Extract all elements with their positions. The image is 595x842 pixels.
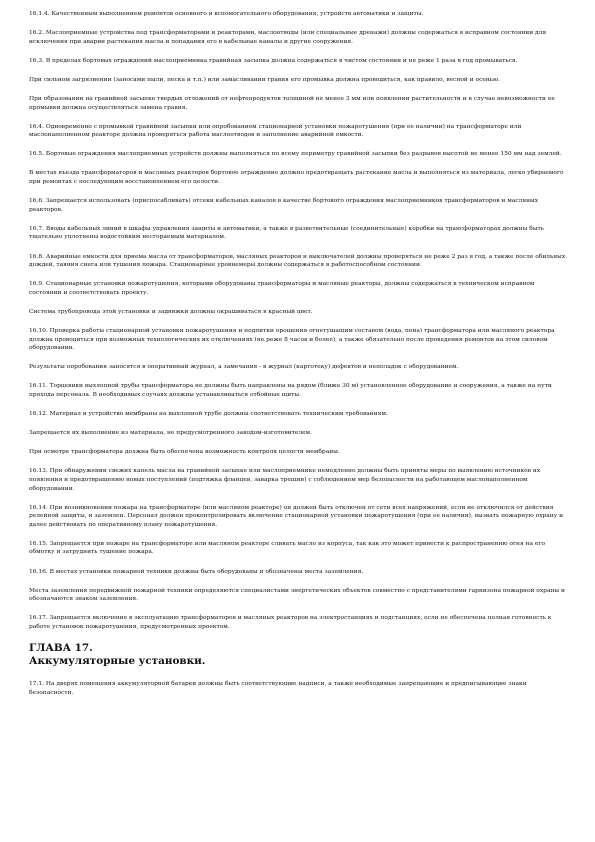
paragraph: 16.12. Материал и устройство мембраны на выхлопной трубе должны соответствовать техническим требованиям. [29, 411, 388, 418]
paragraph: 16.4. Одновременно с промывкой гравийной засыпки или опробованием стационарной установки пожаротушения (при ее наличии) на трансформаторе или маслонаполненном реакторе должна проверяться работа маслоотводов и заполнение аварийной емкости. [29, 123, 522, 139]
paragraph: 16.7. Вводы кабельных линий в шкафы управления защиты и автоматики, а также в разветвительные (соединительные) коробки на трансформаторах должны быть тщательно уплотнены водостойким несгораемым материалом. [29, 225, 544, 241]
paragraph: 16.5. Бортовые ограждения маслоприемных устройств должны выполняться по всему периметру гравийной засыпки без разрывов высотой не менее 150 мм над землей. [29, 151, 562, 158]
paragraph: 16.11. Торцевики выхлопной трубы трансформатора не должны быть направлены на рядом (ближе 30 м) установленное оборудование и сооружения, а также на пути прохода персонала. В необходимых случаях должны устанавливаться отбойные щиты. [29, 383, 552, 398]
paragraph: 16.15. Запрещается при пожаре на трансформаторе или масляном реакторе сливать масло из корпуса, так как это может привести к распространению огня на его обмотку и затруднить тушение пожара. [29, 540, 545, 556]
paragraph: При сильном загрязнении (заносами пыли, песка и т.п.) или замасливании гравия его промывка должна проводиться, как правило, весной и осенью. [29, 76, 500, 83]
paragraph: Система трубопровода этой установки и задвижки должны окрашиваться в красный цвет. [29, 308, 313, 315]
paragraph: 16.13. При обнаружении свежих капель масла на гравийной засыпке или маслоприемнике немедленно должны быть приняты меры по выявлению источников их появления и предотвращению новых поступлений (подтяжка фланцев, заварка трещин) с соблюдением мер безопасности на работающем маслонаполненном оборудовании. [29, 468, 541, 492]
paragraph: 16.3. В пределах бортовых ограждений маслоприемника гравийная засыпка должна содержаться в чистом состоянии и не реже 1 раза в год промываться. [29, 57, 518, 64]
chapter-number: ГЛАВА 17. [29, 642, 93, 655]
paragraph: При осмотре трансформатора должна быть обеспечена возможность контроля целости мембраны. [29, 449, 340, 456]
paragraph: 16.14. При возникновении пожара на трансформаторе (или масляном реакторе) он должен быть отключен от сети всех напряжений, если не отключился от действия релейной защиты, и заземлен. Персонал должен проконтролировать включение стационарной установки пожаротушения (при ее наличии), вызвать пожарную охрану и далее действовать по оперативному плану пожаротушения. [29, 504, 563, 528]
paragraph: 16.8. Аварийные емкости для приема масла от трансформаторов, масляных реакторов и выключателей должны проверяться не реже 2 раз в год, а также после обильных дождей, таяния снега или тушения пожара. Стационарные уровнемеры должны содержаться в работоспособном состоянии. [29, 253, 566, 269]
paragraph: При образовании на гравийной засыпке твердых отложений от нефтепродуктов толщиной не менее 3 мм или появлении растительности и в случае невозможности ее промывки должна осуществляться замена гравия. [29, 95, 555, 111]
paragraph: 16.6. Запрещается использовать (приспосабливать) отсеки кабельных каналов в качестве бортового ограждения маслоприемников трансформаторов и масляных реакторов. [29, 198, 539, 213]
paragraph: Места заземления передвижной пожарной техники определяются специалистами энергетических объектов совместно с представителями гарнизона пожарной охраны и обозначаются знаком заземления. [29, 587, 565, 603]
paragraph: В местах въезда трансформаторов и масляных реакторов бортовое ограждение должно предотвращать растекание масла и выполняться из материала, легко убираемого при ремонтах с последующим восстановлением его целости. [29, 170, 564, 186]
paragraph: 17.1. На дверях помещения аккумуляторной батареи должны быть соответствующие надписи, а также необходимые запрещающие и предписывающие знаки безопасности. [29, 681, 527, 696]
paragraph: 16.2. Маслоприемные устройства под трансформаторами и реакторами, маслоотводы (или специальные дренажи) должны содержаться в исправном состоянии для исключения при аварии растекания масла и попадания его в кабельные каналы и другие сооружения. [29, 30, 547, 45]
chapter-heading [29, 642, 567, 668]
section-17-body [29, 680, 567, 697]
paragraph: 16.9. Стационарные установки пожаротушения, которыми оборудованы трансформаторы и масляные реакторы, должны содержаться в техническом исправном состоянии и соответствовать проекту. [29, 281, 535, 296]
paragraph: Результаты опробования заносятся в оперативный журнал, а замечания - в журнал (картотеку) дефектов и неполадок с оборудованием. [29, 364, 459, 371]
paragraph: 16.1.4. Качественным выполнением ремонтов основного и вспомогательного оборудования, устройств автоматики и защиты. [29, 11, 424, 17]
paragraph: Запрещается их выполнение из материала, не предусмотренного заводом-изготовителем. [29, 430, 312, 437]
paragraph: 16.10. Проверка работы стационарной установки пожаротушения и подпитки орошения огнетушащим составом (вода, пена) трансформатора или масляного реактора должна проводиться при возможных технологических их отключениях (не реже 8 часов и более), а также обязательно после проведения ремонтов на этом силовом оборудовании. [29, 327, 555, 352]
paragraph: 16.17. Запрещается включение в эксплуатацию трансформаторов и масляных реакторов на электростанциях и подстанциях, если не обеспечена полная готовность к работе установок пожаротушения, предусмотренных проектом. [29, 615, 552, 630]
paragraph: 16.16. В местах установки пожарной техники должны быть оборудованы и обозначены места заземления. [29, 568, 364, 575]
chapter-title: Аккумуляторные установки. [29, 655, 206, 668]
section-16-body [29, 10, 567, 632]
